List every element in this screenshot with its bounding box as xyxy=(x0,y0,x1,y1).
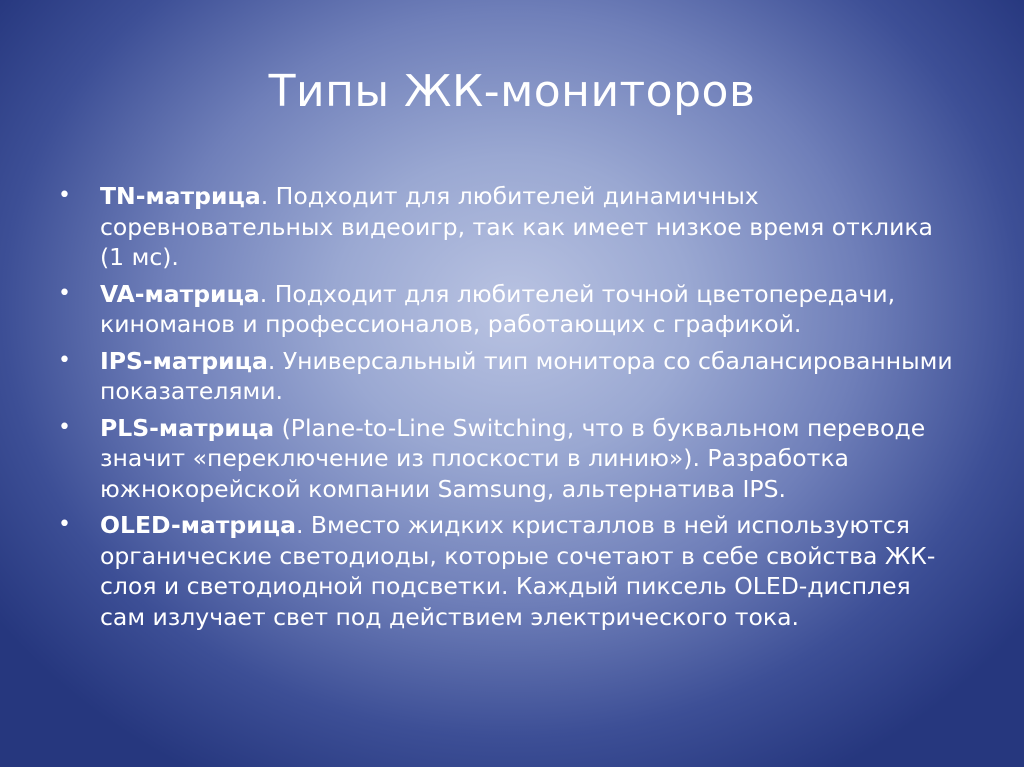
bullet-item-va xyxy=(58,279,958,340)
bullet-term: TN-матрица xyxy=(100,182,261,210)
bullet-term: PLS-матрица xyxy=(100,413,275,442)
bullet-text: . Универсальный тип монитора со сбалансированными показателями. xyxy=(100,346,953,405)
bullet-text: . Вместо жидких кристаллов в ней используются органические светодиоды, которые сочетают в себе свойства ЖК-слоя и светодиодной подсветки. Каждый пиксель OLED-дисплея сам излучает свет под действием электрического тока. xyxy=(100,511,936,631)
bullet-item-pls xyxy=(58,413,958,505)
bullet-text: . Подходит для любителей динамичных соревновательных видеоигр, так как имеет низкое время отклика (1 мс). xyxy=(100,182,933,271)
bullet-icon: • xyxy=(58,414,71,440)
bullet-text: . Подходит для любителей точной цветопередачи, киноманов и профессионалов, работающих с графикой. xyxy=(100,279,896,338)
bullet-term: VA-матрица xyxy=(100,279,260,308)
bullet-icon: • xyxy=(58,347,71,373)
bullet-icon: • xyxy=(58,280,71,306)
bullet-item-oled xyxy=(58,510,958,632)
bullet-term: OLED-матрица xyxy=(100,511,296,539)
bullet-item-ips xyxy=(58,346,958,407)
bullet-icon: • xyxy=(58,183,71,208)
slide-title: Типы ЖК-мониторов xyxy=(268,66,756,117)
bullet-icon: • xyxy=(58,512,71,537)
bullet-list xyxy=(58,181,958,638)
bullet-term: IPS-матрица xyxy=(100,346,268,375)
bullet-item-tn xyxy=(58,181,958,273)
bullet-text: (Plane-to-Line Switching, что в буквальном переводе значит «переключение из плоскости в линию»). Разработка южнокорейской компании Samsung, альтернатива IPS. xyxy=(100,413,926,503)
